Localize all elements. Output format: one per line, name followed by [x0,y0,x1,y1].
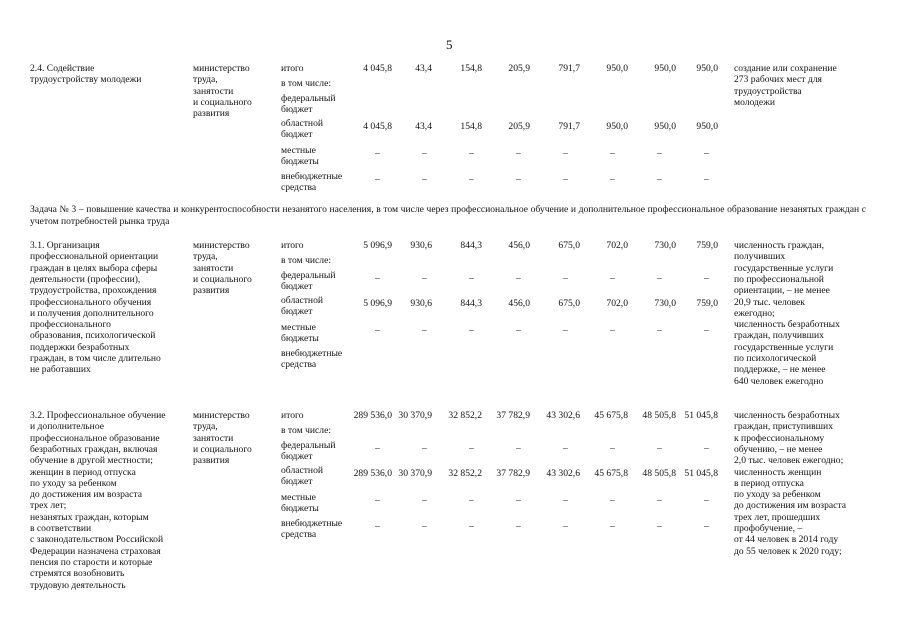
dash-cell: – [422,521,427,532]
expected-result-line: 273 рабочих мест для [734,74,822,86]
dash-cell: – [563,443,568,454]
funding-source-label: областной [281,295,324,306]
amount-cell: 4 045,8 [363,121,392,132]
expected-result-line: численность граждан, [734,240,825,251]
funding-source-label: федеральный [281,93,336,104]
funding-source-label: бюджет [281,476,313,488]
executor-line: развития [193,285,230,297]
measure-title-line: стремятся возобновить [30,568,125,580]
funding-source-label: средства [281,182,317,194]
measure-title-line: поддержки безработных [30,341,130,353]
measure-title-line: Федерации назначена страховая [30,545,161,557]
amount-cell: 154,8 [460,63,482,74]
executor-line: занятости [193,262,234,274]
expected-result-line: ориентации, – не менее [734,285,830,297]
expected-result-line: получивших [734,251,786,263]
amount-cell: 759,0 [696,240,718,251]
executor-line: министерство [193,410,250,421]
amount-cell: 950,0 [606,121,628,132]
expected-result-line: от 44 человек в 2014 году [734,534,839,546]
funding-source-label: бюджет [281,104,313,116]
expected-result-line: численность женщин [734,466,822,478]
dash-cell: – [704,148,709,159]
expected-result-line: обучению, – не менее [734,443,823,455]
measure-title-line: с законодательством Российской [30,534,164,546]
dash-cell: – [375,273,380,284]
amount-cell: 791,7 [558,63,580,74]
amount-cell: 30 370,9 [398,410,432,421]
funding-source-label: средства [281,359,317,371]
amount-cell: 456,0 [508,240,530,251]
dash-cell: – [657,174,662,185]
dash-cell: – [516,325,521,336]
amount-cell: 43,4 [415,121,432,132]
funding-source-label: бюджет [281,281,313,293]
dash-cell: – [516,495,521,506]
dash-cell: – [469,174,474,185]
amount-cell: 30 370,9 [398,468,432,479]
amount-cell: 48 505,8 [642,468,676,479]
dash-cell: – [610,521,615,532]
executor-line: министерство [193,240,250,251]
amount-cell: 950,0 [696,63,718,74]
funding-source-label: средства [281,529,317,541]
amount-cell: 51 045,8 [684,468,718,479]
amount-cell: 48 505,8 [642,410,676,421]
funding-source-label: местные [281,322,316,333]
amount-cell: 32 852,2 [448,410,482,421]
task-3-heading: Задача № 3 – повышение качества и конкурентоспособности незанятого населения, в том числе через профессиональное обучение и дополнительное профессиональное образование незанятых граждан с учетом потребностей рынка труда [30,204,866,227]
dash-cell: – [657,443,662,454]
dash-cell: – [516,174,521,185]
amount-cell: 730,0 [654,240,676,251]
funding-source-label: местные [281,492,316,503]
expected-result-line: по уходу за ребенком [734,489,821,501]
amount-cell: 205,9 [508,121,530,132]
dash-cell: – [610,174,615,185]
dash-cell: – [375,443,380,454]
executor-line: министерство [193,63,250,74]
dash-cell: – [516,273,521,284]
dash-cell: – [469,495,474,506]
amount-cell: 930,6 [410,240,432,251]
measure-title-line: по уходу за ребенком [30,477,117,489]
amount-cell: 289 536,0 [353,410,392,421]
dash-cell: – [422,325,427,336]
amount-cell: 37 782,9 [496,410,530,421]
amount-cell: 154,8 [460,121,482,132]
expected-result-line: по психологической [734,353,817,364]
funding-source-label: внебюджетные [281,171,343,182]
dash-cell: – [422,174,427,185]
expected-result-line: численность безработных [734,410,840,421]
dash-cell: – [375,325,380,336]
measure-title-line: 2.4. Содействие [30,63,95,74]
dash-cell: – [469,521,474,532]
amount-cell: 930,6 [410,298,432,309]
funding-source-label: бюджет [281,306,313,318]
dash-cell: – [422,495,427,506]
amount-cell: 45 675,8 [594,410,628,421]
executor-line: занятости [193,85,234,97]
measure-title-line: безработных граждан, включая [30,443,158,455]
amount-cell: 205,9 [508,63,530,74]
dash-cell: – [657,273,662,284]
funding-source-label: бюджет [281,451,313,463]
measure-title-line: деятельности (профессии), [30,273,141,285]
expected-result-line: 640 человек ежегодно [734,375,824,387]
dash-cell: – [704,521,709,532]
amount-cell: 4 045,8 [363,63,392,74]
measure-title-line: трудовую деятельность [30,579,126,591]
measure-title-line: 3.2. Профессиональное обучение [30,410,166,421]
dash-cell: – [469,148,474,159]
funding-source-label: внебюджетные [281,518,343,529]
measure-title-line: граждан, в том числе длительно [30,353,161,364]
expected-result-line: 20,9 тыс. человек [734,296,805,308]
expected-result-line: ежегодно; [734,307,775,319]
dash-cell: – [704,273,709,284]
amount-cell: 37 782,9 [496,468,530,479]
measure-title-line: не работавших [30,364,91,376]
expected-result-line: численность безработных [734,319,840,331]
funding-source-label: федеральный [281,270,336,281]
measure-title-line: профессионального обучения [30,296,152,308]
executor-line: занятости [193,432,234,444]
amount-cell: 950,0 [654,63,676,74]
measure-title-line: образования, психологической [30,330,156,342]
funding-source-label: бюджеты [281,156,319,168]
dash-cell: – [704,325,709,336]
dash-cell: – [704,443,709,454]
executor-line: и социального [193,443,252,455]
executor-line: труда, [193,251,218,263]
funding-source-label: итого [281,410,304,421]
expected-result-line: по профессиональной [734,273,824,285]
amount-cell: 43,4 [415,63,432,74]
dash-cell: – [657,495,662,506]
amount-cell: 844,3 [460,240,482,251]
expected-result-line: создание или сохранение [734,63,837,74]
measure-title-line: трудоустройству молодежи [30,74,142,86]
amount-cell: 43 302,6 [546,468,580,479]
funding-source-label: в том числе: [281,425,332,436]
measure-title-line: незанятых граждан, которым [30,511,149,523]
expected-result-line: в период отпуска [734,477,804,489]
dash-cell: – [563,174,568,185]
dash-cell: – [610,443,615,454]
funding-source-label: итого [281,240,304,251]
measure-title-line: профессиональное образование [30,432,160,444]
expected-result-line: к профессиональному [734,432,825,444]
funding-source-label: бюджеты [281,333,319,345]
amount-cell: 759,0 [696,298,718,309]
dash-cell: – [610,148,615,159]
measure-title-line: и дополнительное [30,421,104,433]
measure-title-line: в соответствии [30,523,92,534]
expected-result-line: государственные услуги [734,262,834,274]
amount-cell: 51 045,8 [684,410,718,421]
dash-cell: – [704,495,709,506]
funding-source-label: местные [281,145,316,156]
amount-cell: 702,0 [606,240,628,251]
expected-result-line: государственные услуги [734,341,834,353]
dash-cell: – [704,174,709,185]
expected-result-line: трех лет, прошедших [734,511,821,523]
funding-source-label: в том числе: [281,255,332,266]
amount-cell: 950,0 [654,121,676,132]
amount-cell: 43 302,6 [546,410,580,421]
measure-title-line: граждан в целях выбора сферы [30,262,158,274]
measure-title-line: 3.1. Организация [30,240,100,251]
amount-cell: 702,0 [606,298,628,309]
executor-line: и социального [193,96,252,108]
funding-source-label: в том числе: [281,78,332,89]
amount-cell: 289 536,0 [353,468,392,479]
amount-cell: 675,0 [558,240,580,251]
amount-cell: 730,0 [654,298,676,309]
amount-cell: 675,0 [558,298,580,309]
dash-cell: – [610,325,615,336]
dash-cell: – [610,495,615,506]
amount-cell: 844,3 [460,298,482,309]
page-number: 5 [446,37,453,52]
funding-source-label: федеральный [281,440,336,451]
funding-source-label: бюджеты [281,503,319,515]
amount-cell: 456,0 [508,298,530,309]
amount-cell: 5 096,9 [363,240,392,251]
executor-line: труда, [193,421,218,433]
funding-source-label: бюджет [281,129,313,141]
measure-title-line: профессионального [30,319,111,331]
measure-title-line: и получения дополнительного [30,307,154,319]
dash-cell: – [610,273,615,284]
dash-cell: – [375,148,380,159]
expected-result-line: граждан, получивших [734,330,824,342]
dash-cell: – [563,495,568,506]
expected-result-line: до 55 человек к 2020 году; [734,545,842,557]
amount-cell: 45 675,8 [594,468,628,479]
amount-cell: 950,0 [696,121,718,132]
measure-title-line: трудоустройства, прохождения [30,285,157,297]
dash-cell: – [469,443,474,454]
dash-cell: – [375,521,380,532]
amount-cell: 950,0 [606,63,628,74]
expected-result-line: до достижения им возраста [734,500,846,512]
dash-cell: – [657,325,662,336]
executor-line: труда, [193,74,218,86]
executor-line: развития [193,455,230,467]
dash-cell: – [563,521,568,532]
dash-cell: – [516,443,521,454]
dash-cell: – [657,521,662,532]
funding-source-label: областной [281,118,324,129]
dash-cell: – [563,273,568,284]
dash-cell: – [422,148,427,159]
amount-cell: 5 096,9 [363,298,392,309]
dash-cell: – [422,273,427,284]
expected-result-line: трудоустройства [734,85,802,97]
dash-cell: – [422,443,427,454]
measure-title-line: до достижения им возраста [30,489,142,501]
dash-cell: – [375,495,380,506]
measure-title-line: профессиональной ориентации [30,251,159,263]
expected-result-line: 2,0 тыс. человек ежегодно; [734,455,844,467]
measure-title-line: пенсия по старости и которые [30,556,153,568]
funding-source-label: внебюджетные [281,348,343,359]
dash-cell: – [469,325,474,336]
dash-cell: – [657,148,662,159]
dash-cell: – [375,174,380,185]
dash-cell: – [516,521,521,532]
measure-title-line: обучение в другой местности; [30,455,153,467]
expected-result-line: профобучение, – [734,523,803,534]
dash-cell: – [563,148,568,159]
measure-title-line: женщин в период отпуска [30,466,136,478]
funding-source-label: итого [281,63,304,74]
executor-line: развития [193,108,230,120]
dash-cell: – [516,148,521,159]
amount-cell: 32 852,2 [448,468,482,479]
expected-result-line: поддержке, – не менее [734,364,826,376]
expected-result-line: граждан, приступивших [734,421,833,433]
dash-cell: – [469,273,474,284]
measure-title-line: трех лет; [30,500,67,512]
dash-cell: – [563,325,568,336]
funding-source-label: областной [281,465,324,476]
amount-cell: 791,7 [558,121,580,132]
expected-result-line: молодежи [734,96,775,108]
executor-line: и социального [193,273,252,285]
